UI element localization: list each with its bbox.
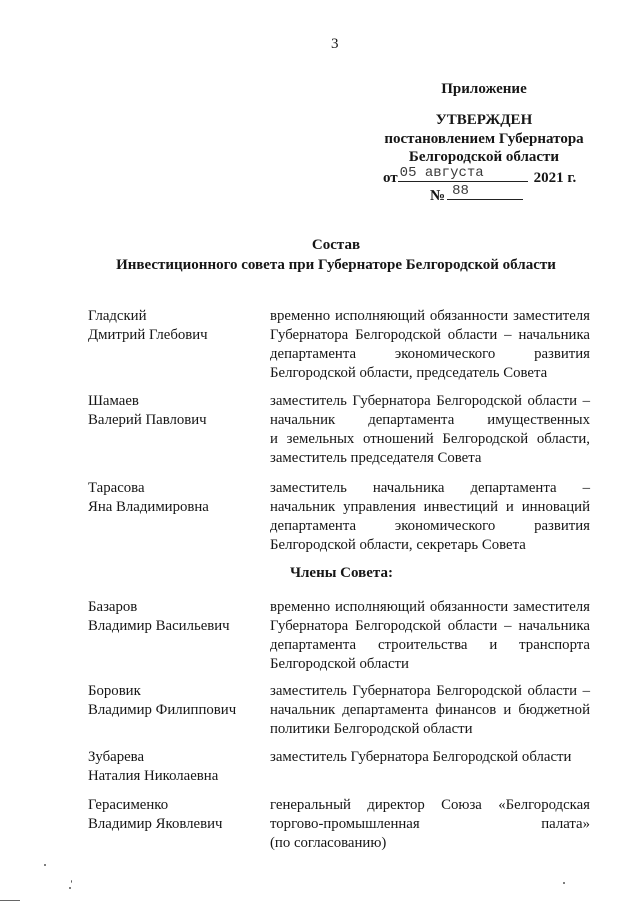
position-line: заместитель начальника департамента – bbox=[270, 480, 590, 496]
position-line: (по согласованию) bbox=[270, 835, 387, 851]
scan-speck bbox=[71, 880, 72, 883]
approved-label: УТВЕРЖДЕН bbox=[435, 112, 533, 128]
person-name bbox=[88, 796, 222, 834]
number-prefix: № bbox=[430, 188, 446, 204]
decree-line-1: постановлением Губернатора bbox=[384, 131, 584, 147]
person-surname: Зубарева bbox=[88, 749, 145, 765]
position-line: и земельных отношений Белгородской области, bbox=[270, 431, 590, 447]
person-surname: Шамаев bbox=[88, 393, 139, 409]
person-position bbox=[270, 598, 590, 674]
person-position bbox=[270, 392, 590, 468]
person-name bbox=[88, 682, 236, 720]
date-year: 2021 г. bbox=[533, 170, 577, 186]
position-line: торгово-промышленная палата» bbox=[270, 816, 590, 832]
position-line: департамента экономического развития bbox=[270, 518, 590, 534]
person-given-name: Наталия Николаевна bbox=[88, 768, 219, 784]
scan-speck bbox=[563, 882, 565, 884]
person-given-name: Владимир Филиппович bbox=[88, 702, 237, 718]
person-given-name: Владимир Яковлевич bbox=[88, 816, 223, 832]
person-name bbox=[88, 598, 230, 636]
person-position bbox=[270, 796, 590, 853]
person-surname: Боровик bbox=[88, 683, 141, 699]
page-number: 3 bbox=[331, 36, 339, 52]
person-given-name: Владимир Васильевич bbox=[88, 618, 230, 634]
position-line: Белгородской области bbox=[270, 656, 409, 672]
person-position bbox=[270, 479, 590, 555]
decree-line-2: Белгородской области bbox=[408, 149, 560, 165]
position-line: начальник департамента финансов и бюджетной bbox=[270, 702, 590, 718]
position-line: начальник управления инвестиций и инноваций bbox=[270, 499, 590, 515]
person-surname: Гладский bbox=[88, 308, 147, 324]
document-title: Состав bbox=[311, 237, 361, 253]
person-name bbox=[88, 392, 207, 430]
position-line: генеральный директор Союза «Белгородская bbox=[270, 797, 590, 813]
position-line: заместитель Губернатора Белгородской области – bbox=[270, 683, 590, 699]
number-field: 88 bbox=[447, 184, 523, 200]
scan-speck bbox=[44, 864, 46, 866]
position-line: департамента строительства и транспорта bbox=[270, 637, 590, 653]
appendix-label: Приложение bbox=[441, 81, 527, 97]
document-subtitle: Инвестиционного совета при Губернаторе Белгородской области bbox=[116, 257, 556, 273]
person-surname: Базаров bbox=[88, 599, 138, 615]
person-given-name: Яна Владимировна bbox=[88, 499, 209, 515]
date-field: 05 августа bbox=[398, 166, 528, 182]
person-name bbox=[88, 479, 209, 517]
position-line: начальник департамента имущественных bbox=[270, 412, 590, 428]
position-line: временно исполняющий обязанности заместителя bbox=[270, 308, 590, 324]
position-line: политики Белгородской области bbox=[270, 721, 473, 737]
decree-number-row bbox=[430, 184, 523, 206]
position-line: Белгородской области, председатель Совета bbox=[270, 365, 548, 381]
scan-speck bbox=[69, 887, 71, 889]
position-line: заместитель Губернатора Белгородской области – bbox=[270, 393, 590, 409]
position-line: заместитель председателя Совета bbox=[270, 450, 482, 466]
person-given-name: Дмитрий Глебович bbox=[88, 327, 208, 343]
position-line: Губернатора Белгородской области – начальника bbox=[270, 327, 590, 343]
scan-edge-mark bbox=[0, 900, 20, 901]
position-line: Белгородской области, секретарь Совета bbox=[270, 537, 526, 553]
person-position bbox=[270, 682, 590, 739]
members-heading: Члены Совета: bbox=[290, 565, 393, 581]
date-prefix: от bbox=[383, 170, 398, 186]
position-line: департамента экономического развития bbox=[270, 346, 590, 362]
person-surname: Тарасова bbox=[88, 480, 145, 496]
position-line: Губернатора Белгородской области – начальника bbox=[270, 618, 590, 634]
person-name bbox=[88, 307, 208, 345]
person-surname: Герасименко bbox=[88, 797, 169, 813]
position-line: временно исполняющий обязанности заместителя bbox=[270, 599, 590, 615]
position-line: заместитель Губернатора Белгородской области bbox=[270, 749, 572, 765]
person-name bbox=[88, 748, 218, 786]
person-given-name: Валерий Павлович bbox=[88, 412, 207, 428]
person-position bbox=[270, 307, 590, 383]
person-position bbox=[270, 748, 590, 767]
